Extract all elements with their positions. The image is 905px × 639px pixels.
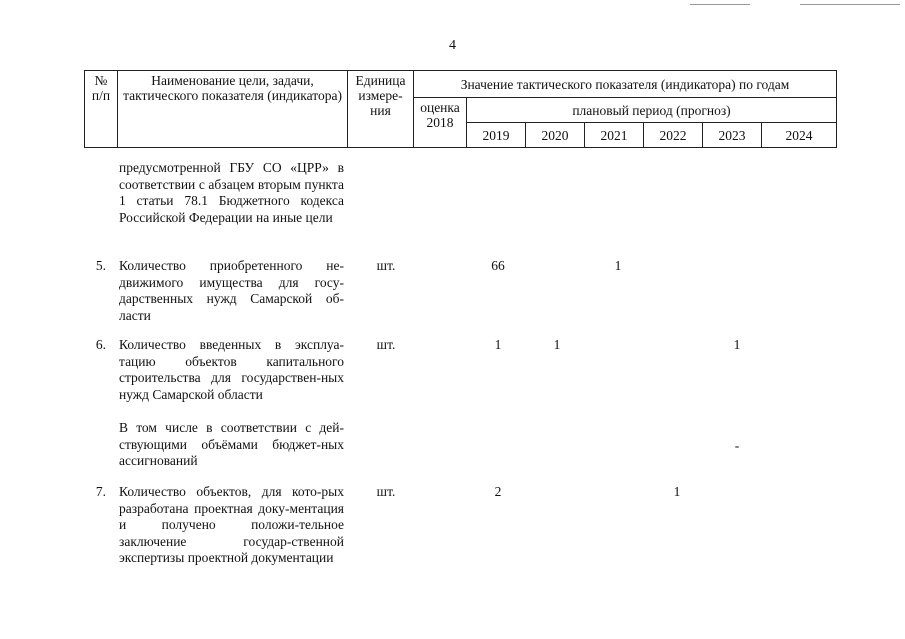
row-value: 66 (491, 258, 505, 273)
row-name: В том числе в соответствии с дей-ствующими объёмами бюджет-ных ассигнований (119, 420, 344, 468)
row-number: 6. (95, 337, 106, 352)
header-year: 2023 (703, 123, 762, 148)
header-year: 2019 (467, 123, 526, 148)
header-year: 2020 (526, 123, 585, 148)
row-number: 7. (95, 484, 106, 499)
table-header (84, 70, 837, 148)
row-unit: шт. (376, 484, 396, 499)
row-name: Количество объектов, для кото-рых разработана проектная доку-ментация и получено положи-тельное заключение государ-ственной экспертизы проектной документации (119, 484, 344, 565)
header-unit: Единица измере-ния (348, 71, 414, 148)
page-number: 4 (449, 38, 456, 53)
row-value: 1 (733, 337, 741, 352)
row-value: 1 (614, 258, 622, 273)
header-year: 2021 (585, 123, 644, 148)
row-unit: шт. (376, 337, 396, 352)
header-estimate: оценка 2018 (414, 98, 467, 148)
header-year: 2022 (644, 123, 703, 148)
row-value: 1 (553, 337, 561, 352)
header-year: 2024 (762, 123, 837, 148)
row-value: 1 (673, 484, 681, 499)
header-no: № п/п (85, 71, 118, 148)
header-plan: плановый период (прогноз) (467, 98, 837, 123)
row-value: 1 (494, 337, 502, 352)
row-name: Количество приобретенного не-движимого имущества для госу-дарственных нужд Самарской об-ласти (119, 258, 344, 323)
row-value: - (734, 438, 740, 453)
row-name: предусмотренной ГБУ СО «ЦРР» в соответствии с абзацем вторым пункта 1 статьи 78.1 Бюджетного кодекса Российской Федерации на иные цели (119, 160, 344, 225)
row-value: 2 (494, 484, 502, 499)
scan-line (800, 4, 900, 5)
header-name: Наименование цели, задачи, тактического показателя (индикатора) (118, 71, 348, 148)
row-number: 5. (95, 258, 106, 273)
scan-line (690, 4, 750, 5)
header-values: Значение тактического показателя (индикатора) по годам (414, 71, 837, 98)
row-name: Количество введенных в эксплуа-тацию объектов капитального строительства для государствен-ных нужд Самарской области (119, 337, 344, 402)
row-unit: шт. (376, 258, 396, 273)
